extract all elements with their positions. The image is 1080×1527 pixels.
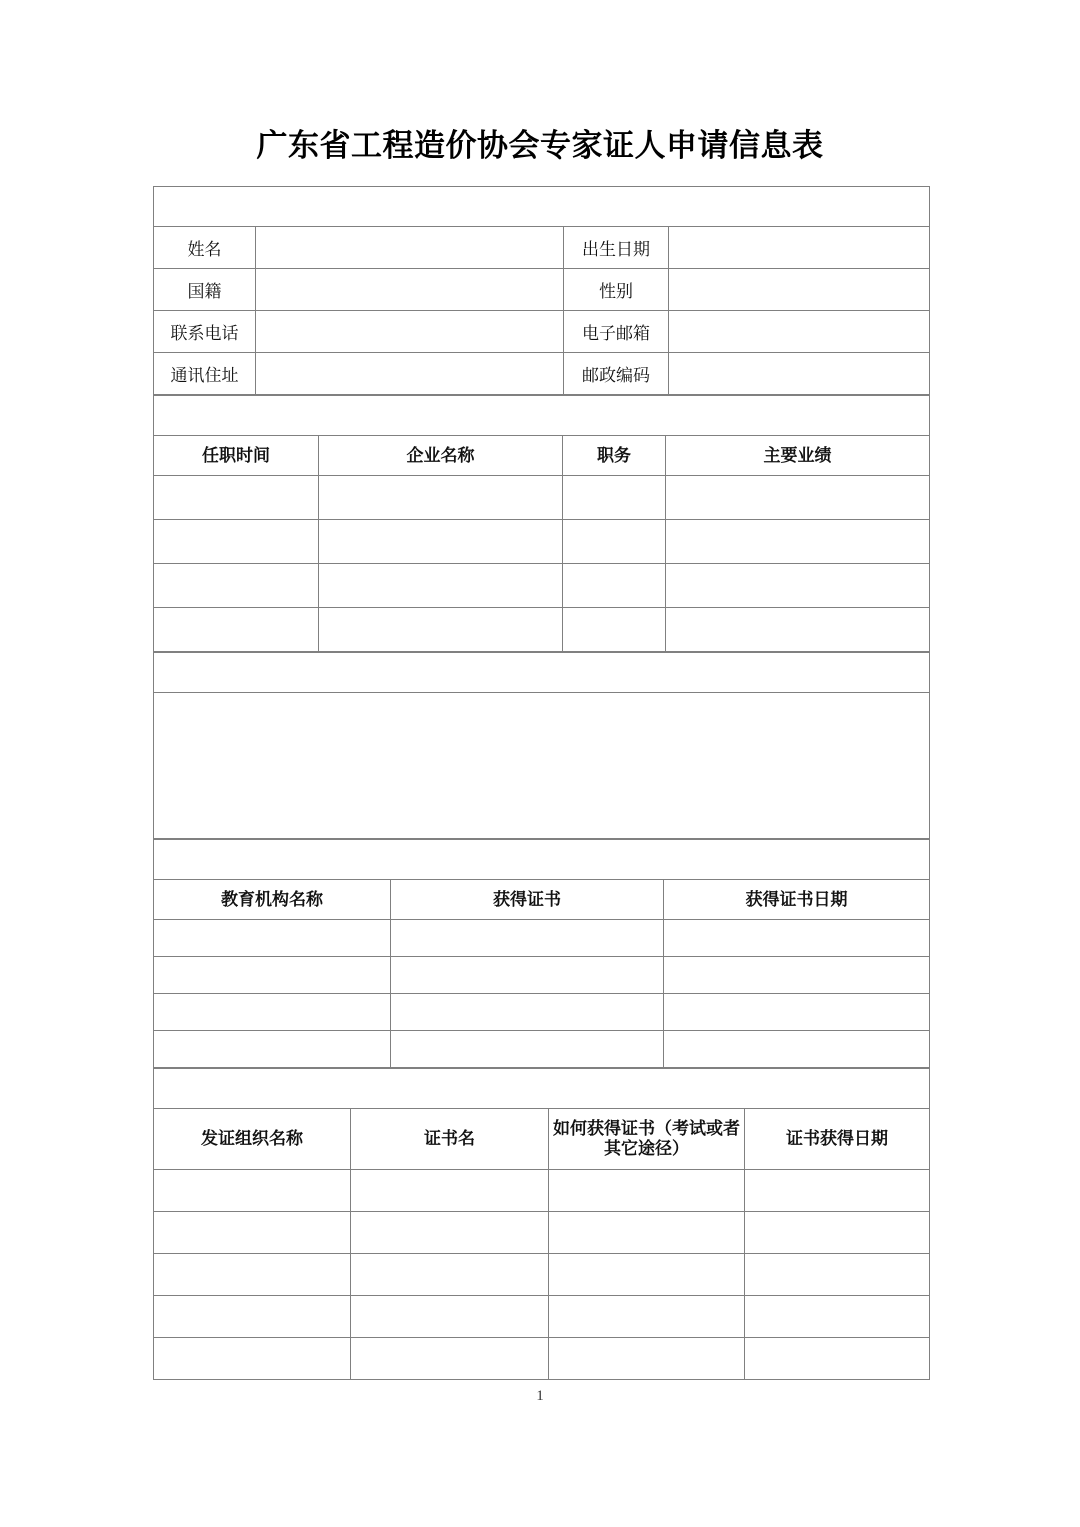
table-row	[154, 1170, 930, 1212]
section-header-specialty	[154, 653, 930, 693]
field-value-email[interactable]	[669, 311, 930, 353]
cell-issuing-organization[interactable]	[154, 1296, 351, 1338]
cell-certificate-obtained[interactable]	[391, 994, 664, 1031]
cell-employment-period[interactable]	[154, 608, 319, 652]
cell-certificate-issue-date[interactable]	[745, 1170, 930, 1212]
cell-position[interactable]	[563, 520, 666, 564]
column-header-row	[154, 880, 930, 920]
column-header-certificate-date: 获得证书日期	[664, 880, 930, 920]
field-label-postcode: 邮政编码	[564, 353, 669, 395]
column-header-institution-name: 教育机构名称	[154, 880, 391, 920]
table-row	[154, 1338, 930, 1380]
cell-how-obtained[interactable]	[549, 1212, 745, 1254]
cell-how-obtained[interactable]	[549, 1170, 745, 1212]
table-row	[154, 564, 930, 608]
section-personal-info	[153, 186, 930, 395]
table-row	[154, 1031, 930, 1068]
field-label-phone: 联系电话	[154, 311, 256, 353]
cell-certificate-obtained[interactable]	[391, 957, 664, 994]
cell-certificate-name[interactable]	[351, 1254, 549, 1296]
cell-institution-name[interactable]	[154, 957, 391, 994]
table-row	[154, 920, 930, 957]
cell-how-obtained[interactable]	[549, 1254, 745, 1296]
cell-issuing-organization[interactable]	[154, 1170, 351, 1212]
cell-institution-name[interactable]	[154, 920, 391, 957]
field-label-name: 姓名	[154, 227, 256, 269]
section-header-certificates	[154, 1069, 930, 1109]
column-header-employment-period: 任职时间	[154, 436, 319, 476]
cell-key-achievements[interactable]	[666, 564, 930, 608]
cell-employment-period[interactable]	[154, 520, 319, 564]
cell-institution-name[interactable]	[154, 1031, 391, 1068]
table-row	[154, 1254, 930, 1296]
column-header-position: 职务	[563, 436, 666, 476]
table-row	[154, 994, 930, 1031]
cell-company-name[interactable]	[319, 520, 563, 564]
section-header-career-info	[154, 396, 930, 436]
cell-certificate-issue-date[interactable]	[745, 1296, 930, 1338]
table-row	[154, 957, 930, 994]
column-header-how-obtained: 如何获得证书（考试或者其它途径）	[549, 1109, 745, 1170]
section-specialty	[153, 652, 930, 839]
section-header-education	[154, 840, 930, 880]
table-row	[154, 520, 930, 564]
section-certificates	[153, 1068, 930, 1380]
cell-company-name[interactable]	[319, 608, 563, 652]
cell-certificate-name[interactable]	[351, 1212, 549, 1254]
cell-position[interactable]	[563, 476, 666, 520]
table-row	[154, 1296, 930, 1338]
cell-certificate-name[interactable]	[351, 1338, 549, 1380]
field-label-nationality: 国籍	[154, 269, 256, 311]
cell-company-name[interactable]	[319, 476, 563, 520]
field-value-postcode[interactable]	[669, 353, 930, 395]
table-row	[154, 353, 930, 395]
cell-certificate-issue-date[interactable]	[745, 1254, 930, 1296]
field-label-gender: 性别	[564, 269, 669, 311]
cell-certificate-name[interactable]	[351, 1170, 549, 1212]
page-number: 1	[536, 1388, 544, 1404]
table-row	[154, 693, 930, 839]
field-label-birthdate: 出生日期	[564, 227, 669, 269]
cell-certificate-obtained[interactable]	[391, 920, 664, 957]
cell-key-achievements[interactable]	[666, 476, 930, 520]
cell-issuing-organization[interactable]	[154, 1338, 351, 1380]
field-label-email: 电子邮箱	[564, 311, 669, 353]
cell-position[interactable]	[563, 608, 666, 652]
field-value-nationality[interactable]	[256, 269, 564, 311]
cell-certificate-date[interactable]	[664, 920, 930, 957]
cell-employment-period[interactable]	[154, 476, 319, 520]
column-header-key-achievements: 主要业绩	[666, 436, 930, 476]
cell-issuing-organization[interactable]	[154, 1212, 351, 1254]
section-header-personal-info	[154, 187, 930, 227]
table-row	[154, 311, 930, 353]
field-value-birthdate[interactable]	[669, 227, 930, 269]
column-header-row	[154, 1109, 930, 1170]
section-career-info	[153, 395, 930, 652]
cell-key-achievements[interactable]	[666, 608, 930, 652]
section-education	[153, 839, 930, 1068]
table-row	[154, 476, 930, 520]
field-value-address[interactable]	[256, 353, 564, 395]
cell-position[interactable]	[563, 564, 666, 608]
column-header-certificate-name: 证书名	[351, 1109, 549, 1170]
cell-certificate-issue-date[interactable]	[745, 1338, 930, 1380]
cell-certificate-issue-date[interactable]	[745, 1212, 930, 1254]
cell-certificate-date[interactable]	[664, 994, 930, 1031]
table-row	[154, 1212, 930, 1254]
cell-employment-period[interactable]	[154, 564, 319, 608]
cell-how-obtained[interactable]	[549, 1296, 745, 1338]
cell-certificate-date[interactable]	[664, 957, 930, 994]
table-row	[154, 269, 930, 311]
field-value-phone[interactable]	[256, 311, 564, 353]
section-header-label: 3. 个人职业专长	[154, 664, 292, 685]
specialty-textarea[interactable]	[154, 693, 930, 839]
column-header-certificate-issue-date: 证书获得日期	[745, 1109, 930, 1170]
section-header-label: 1. 个人信息	[154, 198, 253, 219]
page-title: 广东省工程造价协会专家证人申请信息表	[256, 128, 824, 163]
cell-how-obtained[interactable]	[549, 1338, 745, 1380]
column-header-certificate-obtained: 获得证书	[391, 880, 664, 920]
field-label-address: 通讯住址	[154, 353, 256, 395]
column-header-company-name: 企业名称	[319, 436, 563, 476]
cell-certificate-name[interactable]	[351, 1296, 549, 1338]
cell-certificate-date[interactable]	[664, 1031, 930, 1068]
application-form	[153, 186, 929, 1380]
table-row	[154, 227, 930, 269]
section-header-label: 2. 个人职业信息	[154, 407, 292, 428]
field-value-name[interactable]	[256, 227, 564, 269]
section-header-label: 5. 职称、专业证书	[154, 1080, 312, 1101]
column-header-issuing-organization: 发证组织名称	[154, 1109, 351, 1170]
cell-issuing-organization[interactable]	[154, 1254, 351, 1296]
section-header-label: 4. 个人教育背景	[154, 851, 292, 872]
column-header-row	[154, 436, 930, 476]
table-row	[154, 608, 930, 652]
cell-certificate-obtained[interactable]	[391, 1031, 664, 1068]
field-value-gender[interactable]	[669, 269, 930, 311]
cell-key-achievements[interactable]	[666, 520, 930, 564]
cell-company-name[interactable]	[319, 564, 563, 608]
cell-institution-name[interactable]	[154, 994, 391, 1031]
